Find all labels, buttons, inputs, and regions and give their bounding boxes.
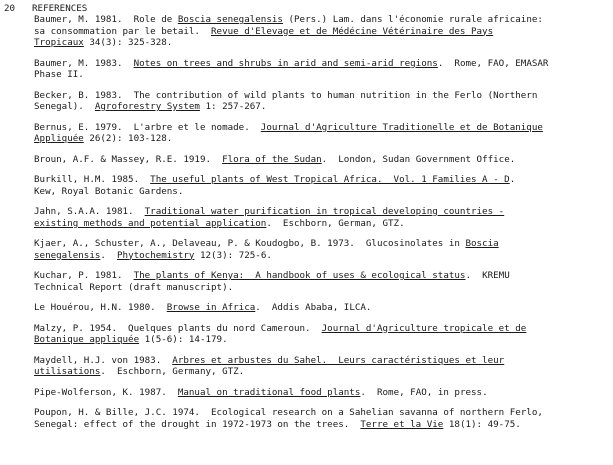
reference-line (34, 250, 609, 262)
reference-text: Kew, Royal Botanic Gardens. (34, 185, 184, 197)
reference-text: Malzy, P. 1954. Quelques plants du nord Cameroun. (34, 322, 322, 334)
reference-entry (34, 407, 609, 430)
reference-text: Broun, A.F. & Massey, R.E. 1919. (34, 153, 223, 165)
reference-text: Technical Report (draft manuscript). (34, 281, 234, 293)
reference-entry (34, 355, 609, 378)
reference-list (34, 14, 609, 439)
reference-text: Pipe-Wolferson, K. 1987. (34, 386, 178, 398)
reference-title-text: Journal d'Agriculture Traditionelle et de Botanique (260, 121, 543, 133)
reference-title-text: Notes on trees and shrubs in arid and semi-arid regions (133, 57, 438, 69)
reference-text: Senegal). (34, 101, 95, 112)
reference-title-text: Browse in Africa (166, 302, 256, 313)
reference-title-text: The useful plants of West Tropical Africa. Vol. 1 Families A - D (150, 174, 510, 185)
reference-title-text: existing methods and potential application (34, 217, 267, 229)
reference-text: (Pers.) Lam. dans l'économie rurale africaine: (282, 14, 543, 25)
reference-text: Poupon, H. & Bille, J.C. 1974. Ecological research on a Sahelian savanna of northern Ferlo, (34, 407, 543, 418)
reference-entry (34, 58, 609, 81)
reference-text: Kjaer, A., Schuster, A., Delaveau, P. & Koudogbo, B. 1973. Glucosinolates in (34, 238, 466, 249)
reference-entry (34, 122, 609, 145)
reference-title-text: Revue d'Elevage et de Médécine Vétérinaire des Pays (211, 25, 494, 37)
reference-entry (34, 270, 609, 293)
reference-line (34, 14, 609, 26)
reference-line (34, 154, 609, 166)
reference-line (34, 282, 609, 294)
reference-line (34, 37, 609, 49)
reference-title-text: Phytochemistry (117, 249, 195, 261)
reference-text: . London, Sudan Government Office. (321, 153, 516, 165)
reference-title-text: Botanique appliquée (34, 334, 140, 345)
reference-entry (34, 14, 609, 49)
reference-text: Baumer, M. 1983. (34, 57, 134, 69)
reference-title-text: Arbres et arbustes du Sahel. Leurs caractéristiques et leur (172, 354, 505, 366)
reference-line (34, 69, 609, 81)
reference-line (34, 218, 609, 230)
reference-text: Maydell, H.J. von 1983. (34, 354, 173, 366)
reference-text: . Addis Ababa, ILCA. (255, 302, 372, 313)
reference-line (34, 26, 609, 38)
reference-title-text: Appliquée (34, 133, 84, 144)
reference-line (34, 270, 609, 282)
reference-line (34, 302, 609, 314)
reference-entry (34, 323, 609, 346)
reference-text: . (100, 249, 117, 261)
page-number: 20 (4, 3, 16, 14)
reference-line (34, 366, 609, 378)
reference-text: Phase II. (34, 69, 84, 80)
reference-title-text: utilisations (34, 366, 101, 377)
reference-line (34, 419, 609, 431)
reference-text: 12(3): 725-6. (194, 249, 272, 261)
reference-entry (34, 90, 609, 113)
reference-text: 18(1): 49-75. (443, 418, 521, 430)
reference-text: 26(2): 103-128. (83, 133, 173, 144)
reference-line (34, 186, 609, 198)
reference-line (34, 355, 609, 367)
reference-title-text: Traditional water purification in tropical developing countries - (144, 206, 505, 217)
reference-line (34, 90, 609, 102)
reference-line (34, 58, 609, 70)
reference-line (34, 334, 609, 346)
reference-title-text: Boscia senegalensis (177, 14, 283, 25)
reference-title-text: Journal d'Agriculture tropicale et de (321, 322, 527, 334)
page-header (4, 3, 87, 14)
reference-entry (34, 387, 609, 399)
reference-title-text: Terre et la Vie (360, 418, 444, 430)
reference-line (34, 122, 609, 134)
reference-text: Becker, B. 1983. The contribution of wild plants to human nutrition in the Ferlo (Northern (34, 89, 538, 101)
reference-entry (34, 206, 609, 229)
reference-text: Bernus, E. 1979. L'arbre et le nomade. (34, 121, 261, 133)
reference-text: Senegal: effect of the drought in 1972-1973 on the trees. (34, 418, 361, 430)
reference-title-text: Boscia (465, 238, 499, 249)
reference-line (34, 101, 609, 113)
reference-text: Jahn, S.A.A. 1981. (34, 206, 145, 217)
reference-text: Kuchar, P. 1981. (34, 270, 134, 281)
reference-text: Burkill, H.M. 1985. (34, 174, 151, 185)
reference-line (34, 407, 609, 419)
reference-line (34, 323, 609, 335)
reference-entry (34, 154, 609, 166)
reference-title-text: Tropicaux (34, 37, 84, 48)
reference-text: 1(5-6): 14-179. (139, 334, 228, 345)
reference-line (34, 238, 609, 250)
reference-title-text: The plants of Kenya: A handbook of uses & ecological status (133, 270, 466, 281)
reference-text: . Eschborn, German, GTZ. (266, 217, 405, 229)
reference-line (34, 387, 609, 399)
reference-text: . Eschborn, Germany, GTZ. (100, 366, 245, 377)
reference-entry (34, 302, 609, 314)
reference-title-text: Manual on traditional food plants (177, 386, 361, 398)
reference-title-text: senegalensis (34, 249, 101, 261)
reference-text: 1: 257-267. (199, 101, 267, 112)
reference-line (34, 133, 609, 145)
reference-entry (34, 174, 609, 197)
reference-text: Baumer, M. 1981. Role de (34, 14, 178, 25)
reference-text: . Rome, FAO, EMASAR (437, 57, 549, 69)
reference-text: . (509, 174, 516, 185)
reference-line (34, 174, 609, 186)
reference-text: . KREMU (465, 270, 510, 281)
section-title: REFERENCES (32, 3, 88, 14)
reference-entry (34, 238, 609, 261)
reference-text: Le Houérou, H.N. 1980. (34, 302, 167, 313)
reference-text: 34(3): 325-328. (83, 37, 173, 48)
reference-text: . Rome, FAO, in press. (360, 386, 488, 398)
reference-title-text: Agroforestry System (94, 101, 200, 112)
reference-line (34, 206, 609, 218)
reference-text: sa consommation par le betail. (34, 25, 212, 37)
reference-title-text: Flora of the Sudan (222, 153, 322, 165)
